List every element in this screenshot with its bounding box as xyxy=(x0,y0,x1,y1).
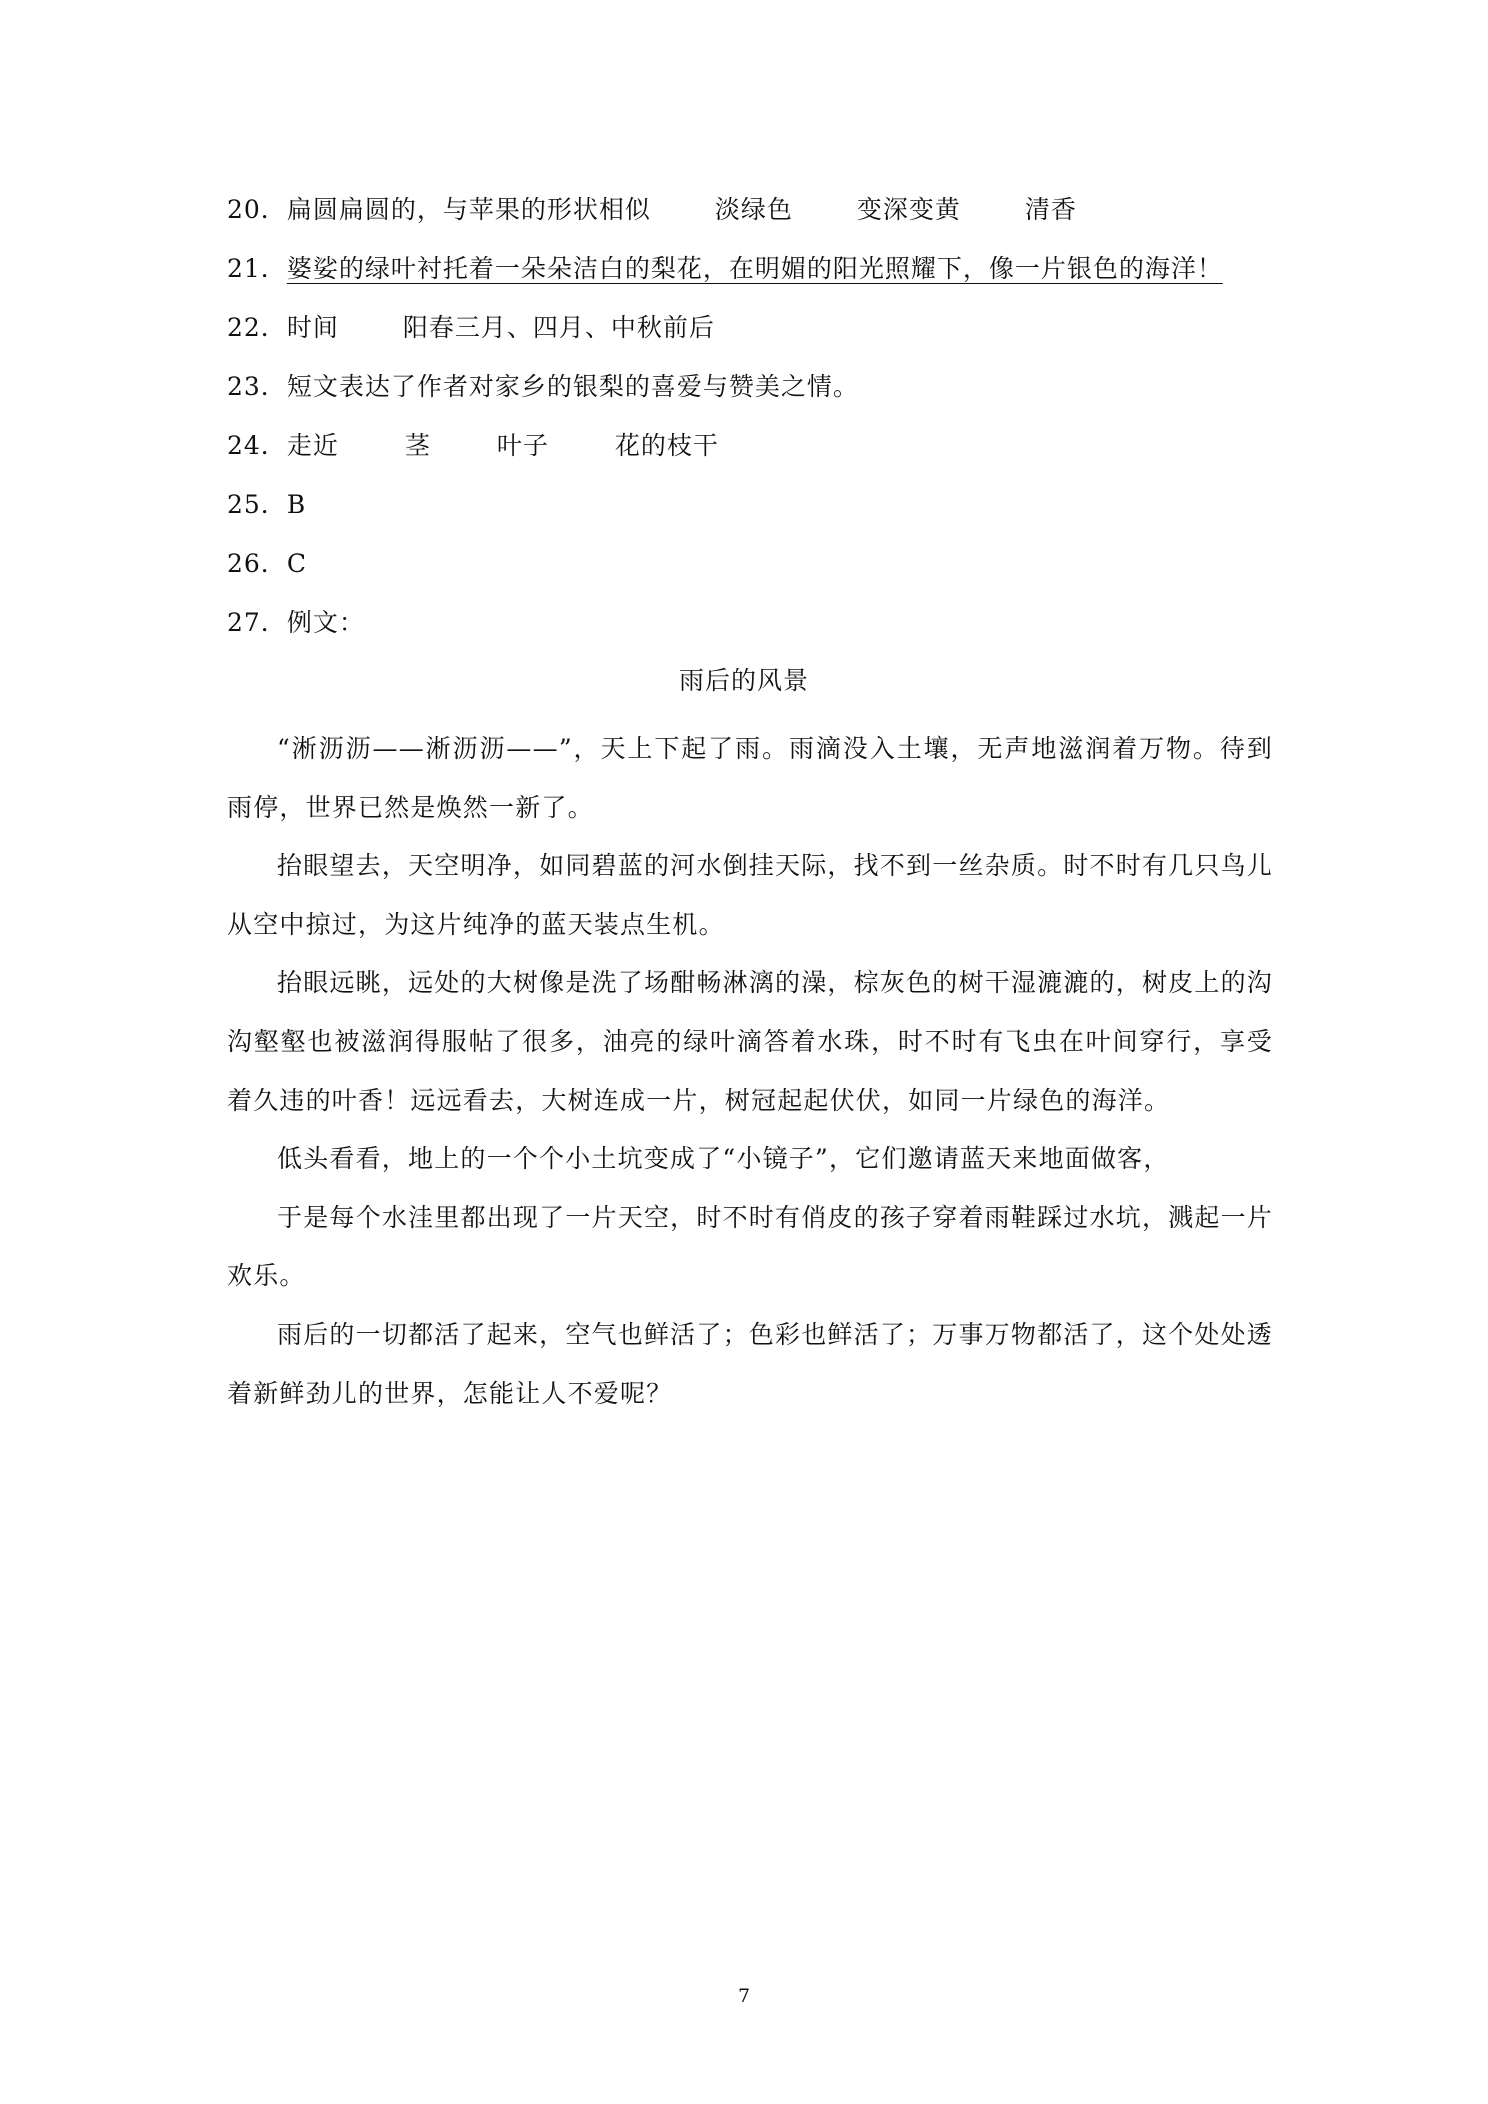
answer-number: 26． xyxy=(227,549,287,578)
essay-title: 雨后的风景 xyxy=(678,666,809,695)
answer-number: 20． xyxy=(227,195,287,224)
answer-number: 21． xyxy=(227,254,287,283)
answer-part: 扁圆扁圆的，与苹果的形状相似 xyxy=(286,195,651,224)
answer-part: 例文： xyxy=(286,608,365,637)
page-number: 7 xyxy=(737,1985,751,2007)
answer-part: 茎 xyxy=(404,431,431,460)
answer-number: 25． xyxy=(227,490,287,519)
answer-23 xyxy=(227,372,859,402)
answer-part: 时间 xyxy=(286,313,339,342)
essay-paragraph: 抬眼远眺，远处的大树像是洗了场酣畅淋漓的澡，棕灰色的树干湿漉漉的，树皮上的沟沟壑壑也被滋润得服帖了很多，油亮的绿叶滴答着水珠，时不时有飞虫在叶间穿行，享受着久违的叶香！远远看去，大树连成一片，树冠起起伏伏，如同一片绿色的海洋。 xyxy=(227,968,1273,1115)
essay-paragraph: 低头看看，地上的一个个小土坑变成了“小镜子”，它们邀请蓝天来地面做客， xyxy=(277,1144,1170,1174)
answer-part: 淡绿色 xyxy=(714,195,793,224)
answer-part: 花的枝干 xyxy=(614,431,719,460)
essay-paragraph: 于是每个水洼里都出现了一片天空，时不时有俏皮的孩子穿着雨鞋踩过水坑，溅起一片欢乐。 xyxy=(227,1202,1273,1291)
answer-part: C xyxy=(286,549,307,578)
answer-number: 22． xyxy=(227,313,287,342)
answer-part: 变深变黄 xyxy=(856,195,961,224)
essay-paragraph: 抬眼望去，天空明净，如同碧蓝的河水倒挂天际，找不到一丝杂质。时不时有几只鸟儿从空中掠过，为这片纯净的蓝天装点生机。 xyxy=(227,851,1273,939)
answer-part: 短文表达了作者对家乡的银梨的喜爱与赞美之情。 xyxy=(286,372,859,401)
answer-number: 23． xyxy=(227,372,287,401)
answer-26 xyxy=(227,549,307,579)
answer-part: 叶子 xyxy=(496,431,549,460)
essay-paragraph: “淅沥沥——淅沥沥——”，天上下起了雨。雨滴没入土壤，无声地滋润着万物。待到雨停，世界已然是焕然一新了。 xyxy=(227,734,1273,822)
answer-number: 24． xyxy=(227,431,287,460)
answer-part: B xyxy=(286,490,307,519)
answer-27 xyxy=(227,608,365,638)
answer-number: 27． xyxy=(227,608,287,637)
answer-25 xyxy=(227,490,306,520)
essay-paragraph: 雨后的一切都活了起来，空气也鲜活了；色彩也鲜活了；万事万物都活了，这个处处透着新鲜劲儿的世界，怎能让人不爱呢？ xyxy=(227,1319,1273,1408)
answer-24 xyxy=(227,431,719,461)
answer-part: 阳春三月、四月、中秋前后 xyxy=(402,313,715,342)
essay-body xyxy=(227,720,1273,1423)
answer-22 xyxy=(227,313,715,343)
underlined-answer: 婆娑的绿叶衬托着一朵朵洁白的梨花，在明媚的阳光照耀下，像一片银色的海洋！ xyxy=(286,254,1223,283)
answer-part: 清香 xyxy=(1024,195,1077,224)
answer-21 xyxy=(227,254,1223,284)
answer-part: 走近 xyxy=(286,431,339,460)
answer-20 xyxy=(227,195,1077,225)
